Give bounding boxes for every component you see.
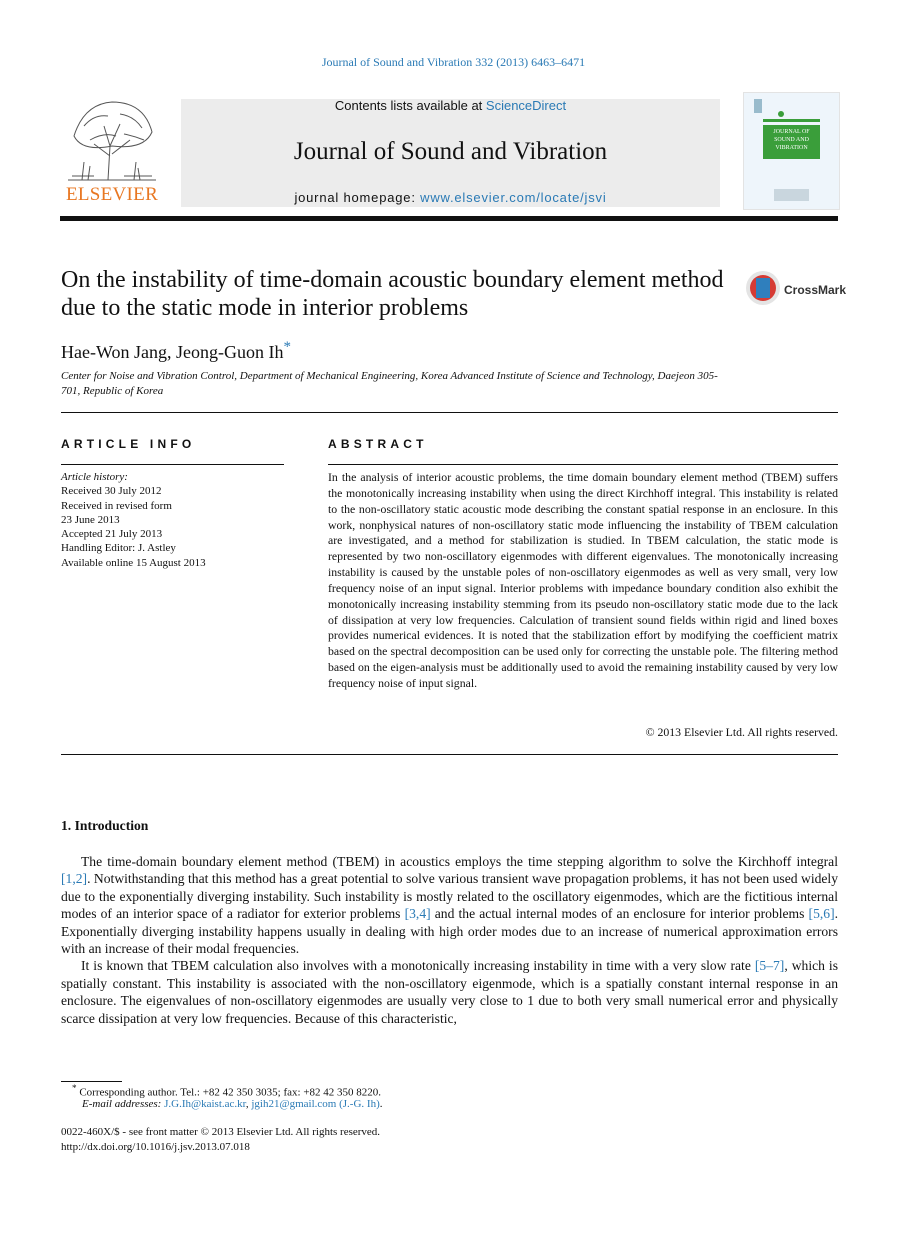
affiliation: Center for Noise and Vibration Control, Department of Mechanical Engineering, Korea Advanced Institute of Science and Technology, Daejeon 305-701, Republic of Korea xyxy=(61,370,718,397)
contents-line xyxy=(181,98,720,113)
introduction-body xyxy=(61,853,838,1027)
email-label: E-mail addresses: xyxy=(82,1098,162,1110)
crossmark-badge[interactable] xyxy=(746,271,847,309)
section-heading: 1. Introduction xyxy=(61,818,149,833)
history-line: 23 June 2013 xyxy=(61,513,120,526)
ref: 5 xyxy=(813,906,820,922)
homepage-link[interactable]: www.elsevier.com/locate/jsvi xyxy=(420,190,607,205)
elsevier-wordmark: ELSEVIER xyxy=(65,184,159,205)
article-info-heading: ARTICLE INFO xyxy=(61,437,196,451)
authors-text: Hae-Won Jang, Jeong-Guon Ih xyxy=(61,342,284,362)
citation-link[interactable]: [5,6] xyxy=(808,906,835,922)
email-footnote: E-mail addresses: J.G.Ih@kaist.ac.kr, jgih21@gmail.com (J.-G. Ih). xyxy=(82,1098,383,1110)
journal-title: Journal of Sound and Vibration xyxy=(293,138,608,165)
crossmark-icon xyxy=(756,278,770,298)
elsevier-tree-icon xyxy=(64,96,160,184)
elsevier-logo xyxy=(60,92,164,210)
homepage-line xyxy=(181,190,720,205)
journal-cover-thumbnail[interactable] xyxy=(743,92,840,210)
ref: 2 xyxy=(75,871,83,887)
corresponding-author-footnote xyxy=(72,1083,381,1099)
text-run: and the actual internal modes of an enclosure for interior problems xyxy=(430,906,809,922)
journal-citation[interactable]: Journal of Sound and Vibration 332 (2013) 6463–6471 xyxy=(321,55,586,69)
text-run: It is known that TBEM calculation also involves with a monotonically increasing instability in time with a very slow rate xyxy=(81,958,755,974)
article-history xyxy=(61,470,284,570)
ref: 5–7 xyxy=(759,958,780,974)
paragraph xyxy=(61,853,838,957)
contents-prefix: Contents lists available at xyxy=(334,98,486,113)
history-line: Accepted 21 July 2013 xyxy=(61,528,163,541)
header-rule xyxy=(60,216,838,221)
email-link[interactable]: jgih21@gmail.com (J.-G. Ih) xyxy=(251,1098,380,1110)
divider xyxy=(61,464,284,465)
abstract-text: In the analysis of interior acoustic problems, the time domain boundary element method (TBEM) suffers the monotonically increasing instability when using the direct Kirchhoff integral. This instability is related to the non-oscillatory static acoustic mode describing the constant spatial response in an enclosure. In this work, nonphysical natures of non-oscillatory static mode influencing the instability of TBEM calculation are investigated, and a method for stabilization is studied. In TBEM calculation, the static mode is represented by two non-oscillatory eigenmodes with different eigenvalues. The monotonically increasing instability is caused by the unstable poles of non-oscillatory eigenmodes as well as very small, very low frequency noise of an input signal. Interior problems with impedance boundary condition also exhibit the monotonically increasing instability stemming from its pseudo non-oscillatory static mode due to the lack of dissipation at very low frequencies. Calculation of transient sound fields within rigid and lined boxes provides numerical evidences. It is noted that the stabilization effort by modifying the coefficient matrix based on the spectral decomposition can be used only for correcting the unstable pole. The filtering method based on the eigen-analysis must be additionally used to avoid the remaining instability caused by very low frequency noise of input signal. xyxy=(328,470,838,690)
history-line: Handling Editor: J. Astley xyxy=(61,542,176,555)
sciencedirect-link[interactable]: ScienceDirect xyxy=(485,98,567,113)
abstract-copyright: © 2013 Elsevier Ltd. All rights reserved. xyxy=(645,725,838,739)
history-label: Article history: xyxy=(61,471,128,483)
ref: 3 xyxy=(409,906,416,922)
ref: 4 xyxy=(419,906,427,922)
paragraph xyxy=(61,957,838,1027)
crossmark-label: CrossMark xyxy=(784,283,847,297)
divider xyxy=(328,464,838,465)
divider xyxy=(61,754,838,755)
text-run: . Notwithstanding that this method has a great potential to solve various transient wave propagation problems, it has not been used widely due to the exponentially diverging instability. Such instability is mostly related to the oscillatory eigenmodes, which are the fictitious internal modes of an interior space of a radiator for exterior problems xyxy=(61,871,838,922)
article-title: On the instability of time-domain acoustic boundary element method due to the static mode in interior problems xyxy=(61,267,724,321)
footnote-mark: * xyxy=(72,1083,77,1093)
cover-title: JOURNAL OF SOUND AND VIBRATION xyxy=(763,125,820,159)
abstract-heading: ABSTRACT xyxy=(328,437,428,451)
footnote-text: Corresponding author. Tel.: +82 42 350 3035; fax: +82 42 350 8220. xyxy=(79,1086,382,1099)
history-line: Received in revised form xyxy=(61,499,172,512)
corresponding-author-link[interactable]: * xyxy=(283,339,291,355)
text-run: The time-domain boundary element method (TBEM) in acoustics employs the time stepping algorithm to solve the Kirchhoff integral xyxy=(81,854,838,869)
citation-link[interactable]: [3,4] xyxy=(404,906,431,922)
history-line: Received 30 July 2012 xyxy=(61,485,162,498)
ref: 1 xyxy=(65,871,73,887)
author-list xyxy=(61,339,291,363)
history-line: Available online 15 August 2013 xyxy=(61,556,206,569)
issn-line: 0022-460X/$ - see front matter © 2013 Elsevier Ltd. All rights reserved. xyxy=(61,1126,381,1138)
citation-link[interactable]: [5–7] xyxy=(754,958,785,974)
footnote-rule xyxy=(61,1081,122,1082)
divider xyxy=(61,412,838,413)
email-link[interactable]: J.G.Ih@kaist.ac.kr xyxy=(164,1098,246,1110)
text-run: . Exponentially diverging instability happens usually in dealing with high order modes due to an increase of numerical approximation errors with an increase of their modal frequencies. xyxy=(61,906,839,957)
homepage-prefix: journal homepage: xyxy=(294,190,421,205)
citation-link[interactable]: [1,2] xyxy=(61,871,88,887)
doi-link[interactable]: http://dx.doi.org/10.1016/j.jsv.2013.07.018 xyxy=(61,1141,250,1153)
text-run: , which is spatially constant. This instability is associated with the non-oscillatory eigenmode, which is a spatially constant internal response in an enclosure. The eigenvalues of non-oscillatory eigenmodes are usually very close to 1 due to both very small numerical error and physically scarce dissipation at very low frequencies. Because of this characteristic, xyxy=(61,958,839,1026)
ref: 6 xyxy=(823,906,831,922)
